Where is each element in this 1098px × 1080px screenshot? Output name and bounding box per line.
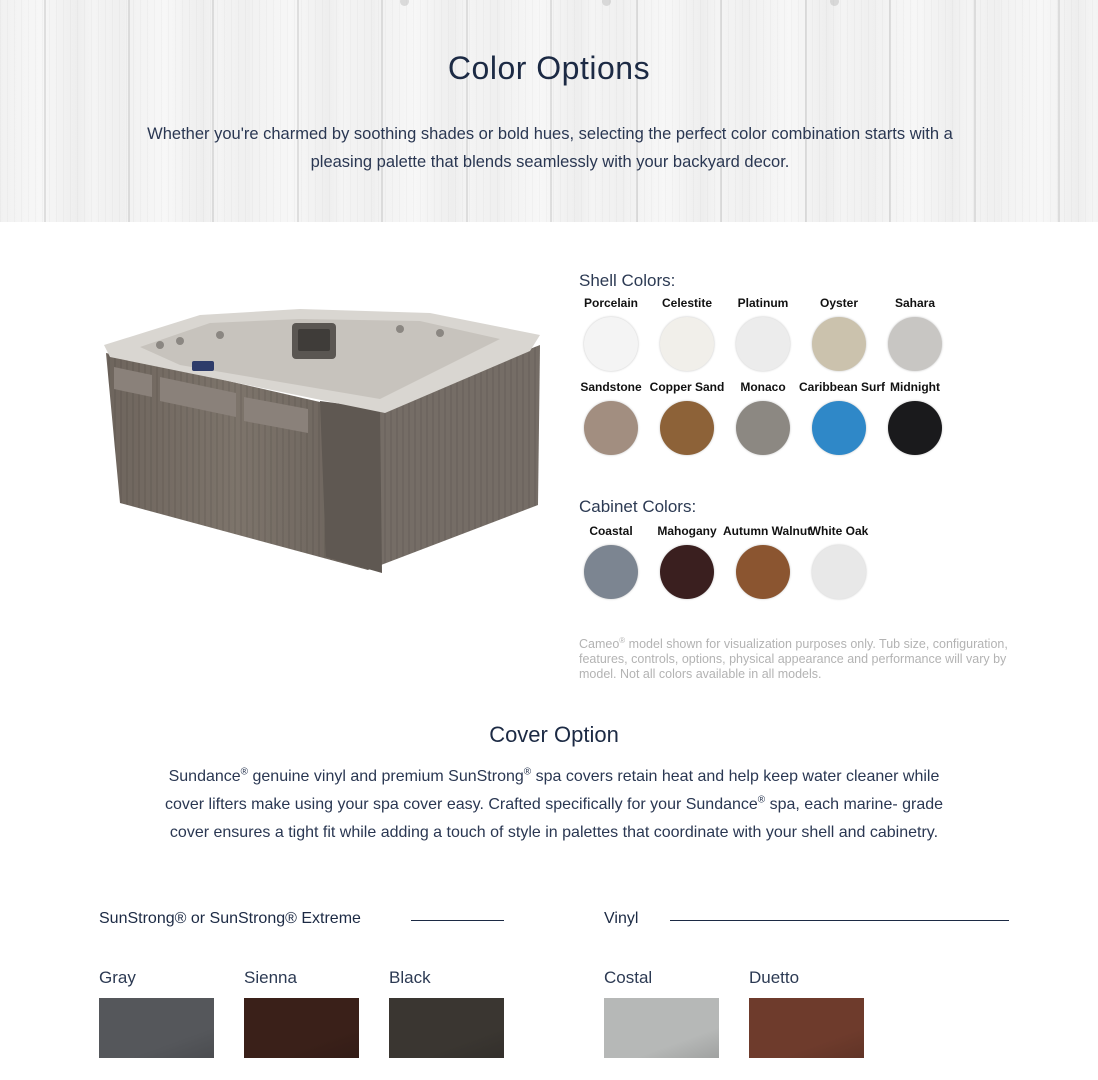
- swatch-name: Porcelain: [583, 296, 639, 310]
- shell-color-swatches: [571, 296, 971, 456]
- cover-swatch-sample: [749, 998, 864, 1058]
- cover-swatch-name: Costal: [604, 968, 653, 987]
- swatch-color-circle: [812, 317, 866, 371]
- swatch-color-circle: [888, 401, 942, 455]
- cover-option-description: Sundance® genuine vinyl and premium SunStrong® spa covers retain heat and help keep water cleaner while cover lifters make using your spa cover easy. Crafted specifically for your Sundance® spa, each marine- grade cover ensures a tight fit while adding a touch of style in palettes that coordinate with your shell and cabinetry.: [164, 766, 944, 841]
- swatch-name: Caribbean Surf: [799, 380, 886, 394]
- wood-plank-seam: [889, 0, 891, 222]
- color-swatch[interactable]: [647, 524, 727, 599]
- swatch-color-circle: [660, 545, 714, 599]
- wood-plank-seam: [1058, 0, 1060, 222]
- wood-plank-seam: [720, 0, 722, 222]
- wood-plank-seam: [974, 0, 976, 222]
- vinyl-divider: [670, 920, 1009, 921]
- shell-colors-label: Shell Colors:: [579, 271, 676, 290]
- hot-tub-image: [100, 305, 546, 577]
- sunstrong-label: SunStrong® or SunStrong® Extreme: [99, 910, 361, 927]
- swatch-color-circle: [584, 545, 638, 599]
- hero-banner: [0, 0, 1098, 222]
- cabinet-color-swatches: [571, 524, 971, 604]
- sunstrong-divider: [411, 920, 504, 921]
- swatch-name: Mahogany: [657, 524, 717, 538]
- wood-plank-seam: [466, 0, 468, 222]
- swatch-name: White Oak: [809, 524, 869, 538]
- cover-swatch-name: Black: [389, 968, 431, 987]
- cover-swatch[interactable]: [244, 968, 364, 988]
- swatch-color-circle: [736, 317, 790, 371]
- color-swatch[interactable]: [723, 524, 812, 599]
- vinyl-label: Vinyl: [604, 910, 639, 927]
- color-swatch[interactable]: [571, 524, 651, 599]
- color-swatch[interactable]: [647, 380, 727, 455]
- swatch-color-circle: [660, 317, 714, 371]
- swatch-name: Sandstone: [580, 380, 642, 394]
- model-disclaimer: Cameo® model shown for visualization purposes only. Tub size, configuration, features, controls, options, physical appearance and performance will vary by model. Not all colors available in all models.: [579, 636, 1008, 682]
- swatch-name: Celestite: [661, 296, 713, 310]
- cover-swatch-name: Gray: [99, 968, 136, 987]
- cover-swatch[interactable]: [99, 968, 219, 988]
- cover-swatch-sample: [99, 998, 214, 1058]
- color-swatch[interactable]: [647, 296, 727, 371]
- swatch-color-circle: [812, 401, 866, 455]
- color-swatch[interactable]: [723, 296, 803, 371]
- wood-plank-seam: [636, 0, 638, 222]
- swatch-name: Monaco: [740, 380, 786, 394]
- swatch-color-circle: [736, 545, 790, 599]
- swatch-color-circle: [584, 401, 638, 455]
- page-intro: Whether you're charmed by soothing shades or bold hues, selecting the perfect color combination starts with a pleasing palette that blends seamlessly with your backyard decor.: [147, 125, 953, 171]
- swatch-color-circle: [812, 545, 866, 599]
- cover-swatch[interactable]: [389, 968, 509, 988]
- swatch-name: Midnight: [890, 380, 940, 394]
- swatch-name: Platinum: [737, 296, 789, 310]
- swatch-color-circle: [660, 401, 714, 455]
- wood-plank-seam: [805, 0, 807, 222]
- swatch-color-circle: [888, 317, 942, 371]
- cover-option-title: Cover Option: [489, 722, 619, 747]
- wood-plank-seam: [44, 0, 46, 222]
- wood-knot: [602, 0, 611, 6]
- cover-swatch-name: Duetto: [749, 968, 800, 987]
- cabinet-colors-label: Cabinet Colors:: [579, 497, 697, 516]
- wood-knot: [400, 0, 409, 6]
- color-swatch[interactable]: [571, 380, 651, 455]
- swatch-name: Coastal: [589, 524, 633, 538]
- swatch-name: Autumn Walnut: [723, 524, 812, 538]
- wood-plank-seam: [128, 0, 130, 222]
- color-swatch[interactable]: [799, 296, 879, 371]
- cover-swatch-name: Sienna: [244, 968, 297, 987]
- color-swatch[interactable]: [723, 380, 803, 455]
- wood-plank-seam: [212, 0, 214, 222]
- swatch-name: Sahara: [894, 296, 936, 310]
- cover-swatch-sample: [244, 998, 359, 1058]
- swatch-name: Oyster: [819, 296, 859, 310]
- swatch-name: Copper Sand: [649, 380, 725, 394]
- wood-knot: [830, 0, 839, 6]
- swatch-color-circle: [736, 401, 790, 455]
- page-title: Color Options: [447, 50, 651, 86]
- cover-swatch[interactable]: [604, 968, 724, 988]
- wood-plank-seam: [297, 0, 299, 222]
- color-swatch[interactable]: [799, 524, 879, 599]
- swatch-color-circle: [584, 317, 638, 371]
- cover-swatch-sample: [604, 998, 719, 1058]
- color-swatch[interactable]: [799, 380, 886, 455]
- color-swatch[interactable]: [875, 380, 955, 455]
- color-swatch[interactable]: [571, 296, 651, 371]
- cover-swatch[interactable]: [749, 968, 869, 988]
- wood-plank-seam: [381, 0, 383, 222]
- cover-swatch-sample: [389, 998, 504, 1058]
- color-swatch[interactable]: [875, 296, 955, 371]
- wood-plank-seam: [550, 0, 552, 222]
